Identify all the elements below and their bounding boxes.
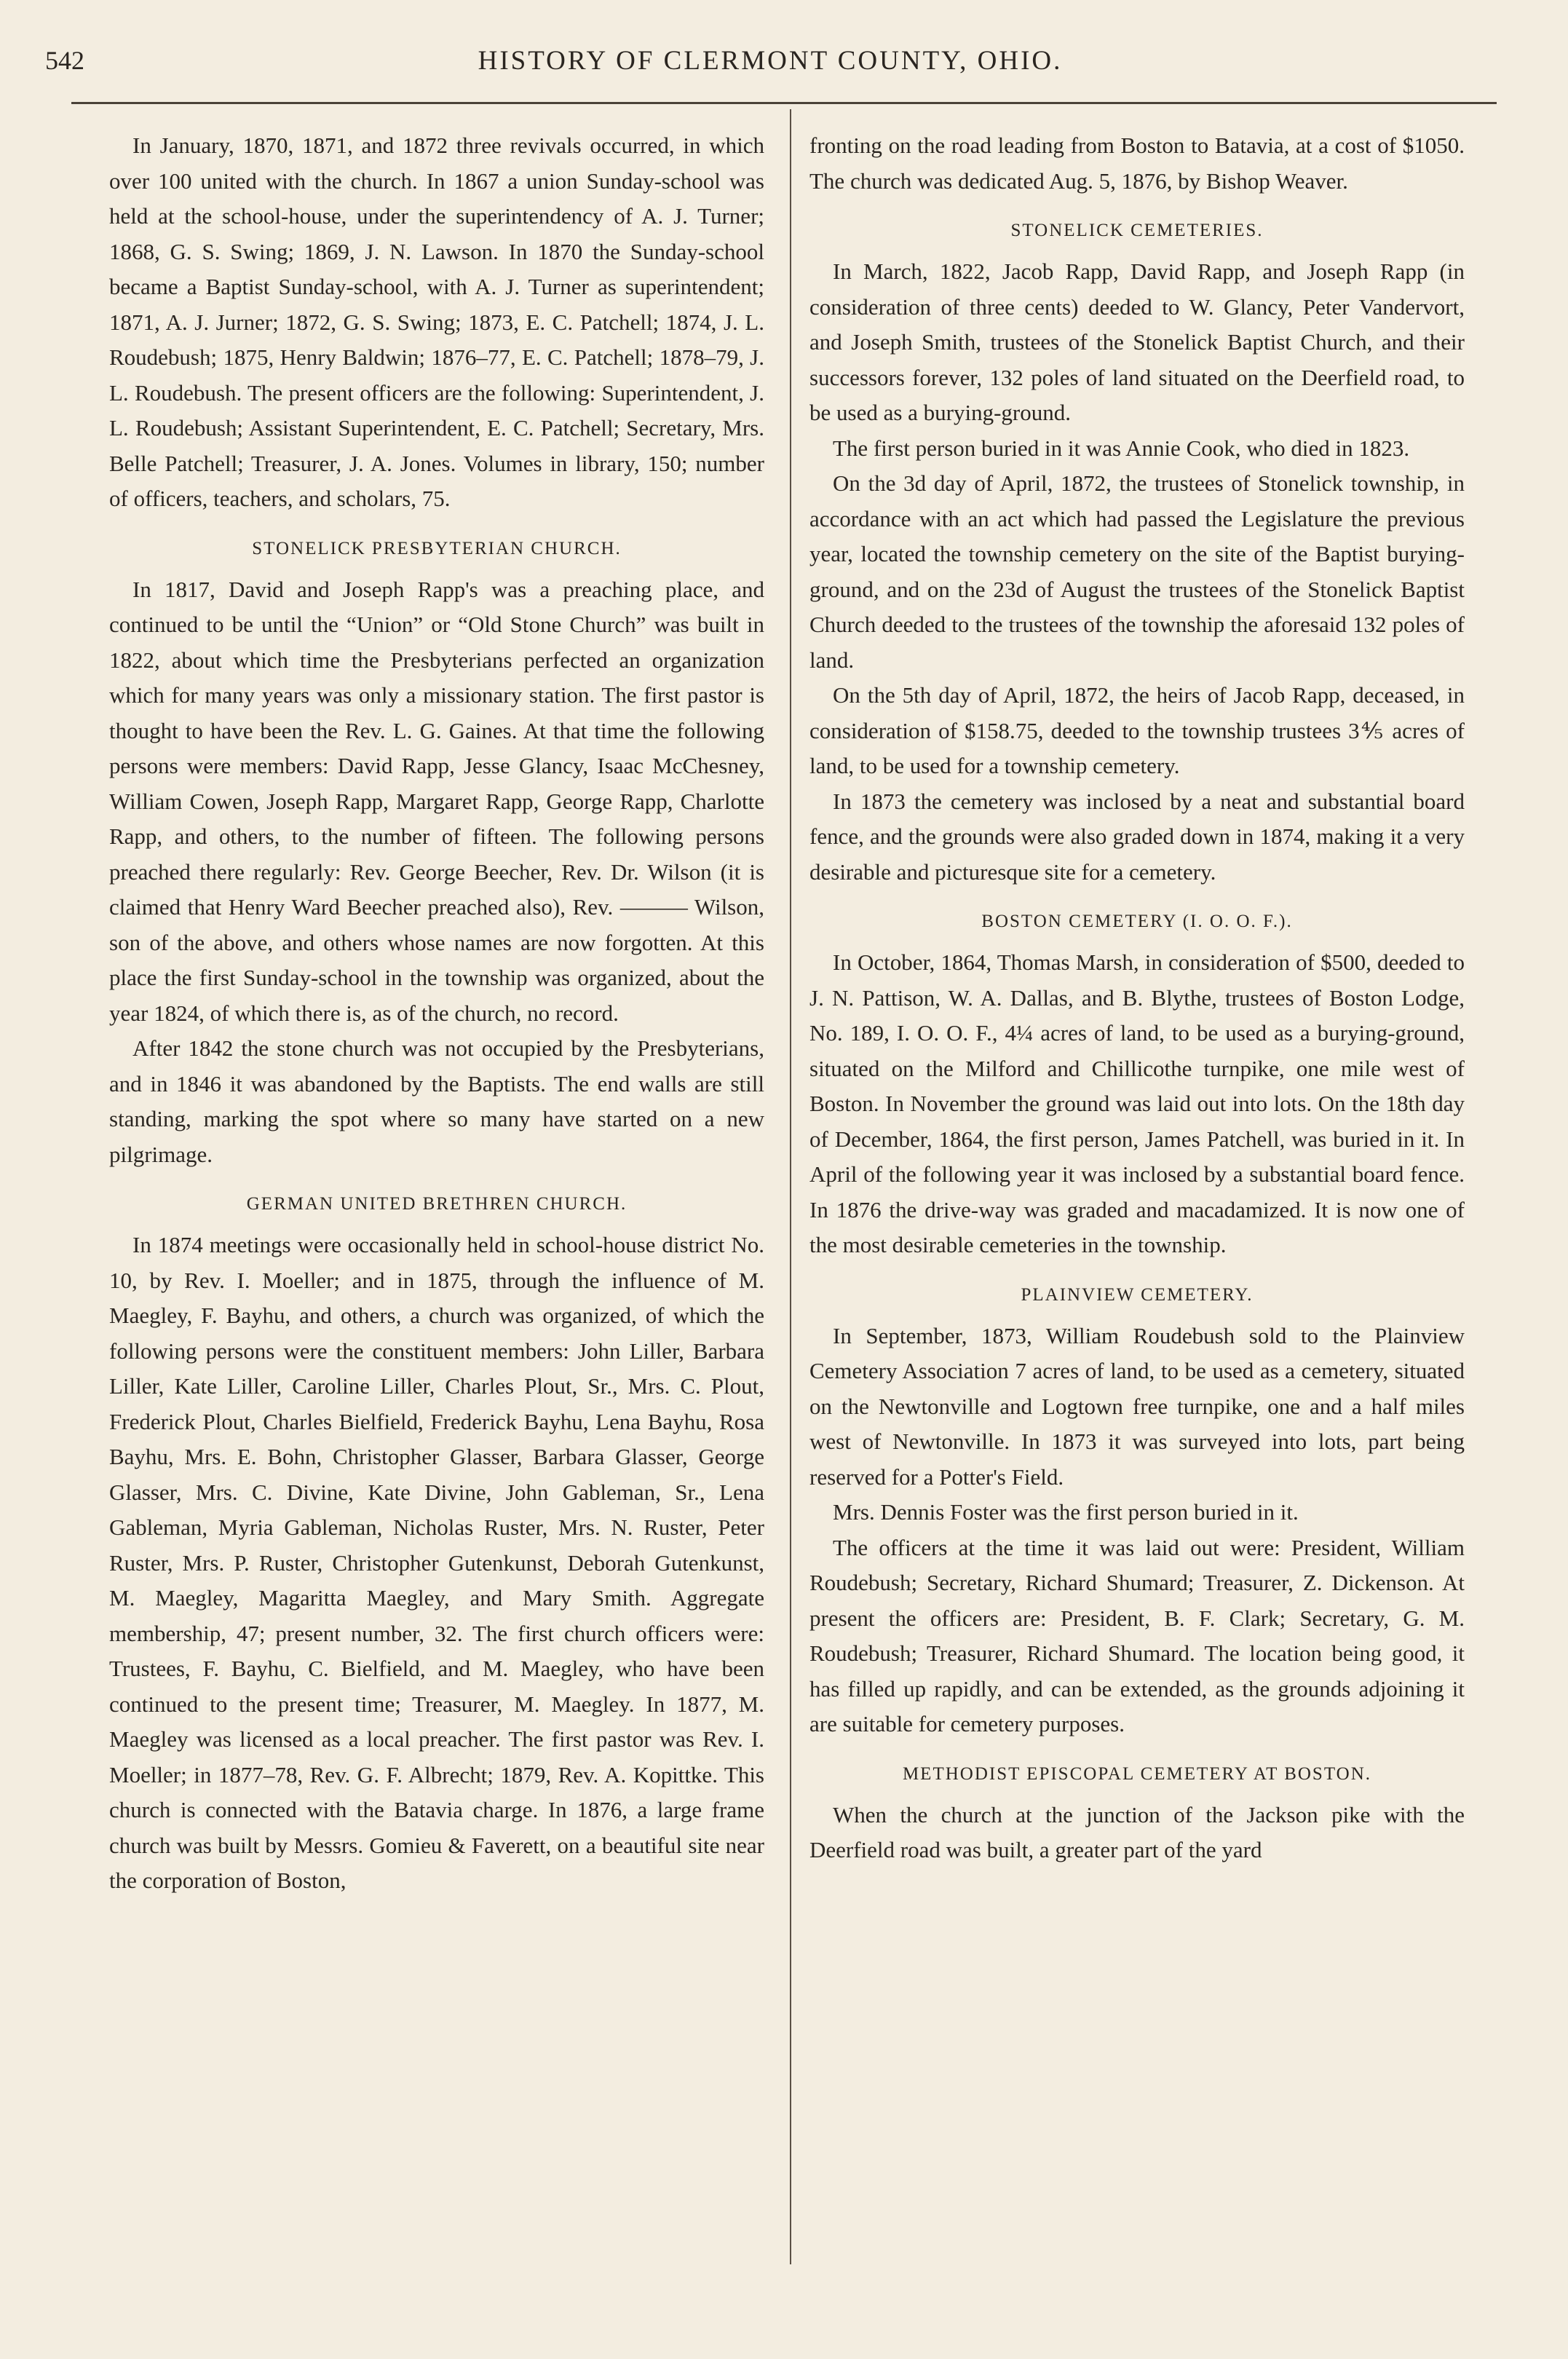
page-number: 542 [45, 46, 84, 75]
column-rule [790, 109, 791, 2264]
running-title: HISTORY OF CLERMONT COUNTY, OHIO. [478, 46, 1063, 76]
paragraph-township-cemetery: On the 3d day of April, 1872, the trustees of Stonelick township, in accordance with an act which had passed the Legislature the previous year, located the township cemetery on the site of the Baptist burying-ground, and on the 23d of August the trustees of the Stonelick Baptist Church deeded to the trustees of the township the aforesaid 132 poles of land. [809, 470, 1465, 673]
heading-plainview-cemetery: PLAINVIEW CEMETERY. [1021, 1284, 1254, 1305]
paragraph-stone-church: After 1842 the stone church was not occupied by the Presbyterians, and in 1846 it was abandoned by the Baptists. The end walls are still standing, marking the spot where so many have started on a new pilgrimage. [109, 1035, 764, 1167]
heading-methodist-cemetery: METHODIST EPISCOPAL CEMETERY AT BOSTON. [902, 1763, 1372, 1784]
paragraph-boston-cemetery: In October, 1864, Thomas Marsh, in consideration of $500, deeded to J. N. Pattison, W. A. Dallas, and B. Blythe, trustees of Boston Lodge, No. 189, I. O. O. F., 4¼ acres of land, to be used as a burying-ground, situated on the Milford and Chillicothe turnpike, one mile west of Boston. In November the ground was laid out into lots. On the 18th day of December, 1864, the first person, James Patchell, was buried in it. In April of the following year it was inclosed by a substantial board fence. In 1876 the drive-way was graded and macadamized. It is now one of the most desirable cemeteries in the township. [809, 949, 1465, 1257]
paragraph-plainview-sale: In September, 1873, William Roudebush sold to the Plainview Cemetery Association 7 acres of land, to be used as a cemetery, situated on the Newtonville and Logtown free turnpike, one and a half miles west of Newtonville. In 1873 it was surveyed into lots, part being reserved for a Potter's Field. [809, 1322, 1465, 1490]
paragraph-heirs-deed: On the 5th day of April, 1872, the heirs of Jacob Rapp, deceased, in consideration of $158.75, deeded to the township trustees 3⅘ acres of land, to be used for a township cemetery. [809, 682, 1465, 778]
heading-stonelick-presbyterian: STONELICK PRESBYTERIAN CHURCH. [252, 538, 622, 558]
paragraph-rapp-deed: In March, 1822, Jacob Rapp, David Rapp, and Joseph Rapp (in consideration of three cents) deeded to W. Glancy, Peter Vandervort, and Joseph Smith, trustees of the Stonelick Baptist Church, and their successors forever, 132 poles of land situated on the Deerfield road, to be used as a burying-ground. [809, 258, 1465, 425]
paragraph-church-continued: fronting on the road leading from Boston to Batavia, at a cost of $1050. The church was dedicated Aug. 5, 1876, by Bishop Weaver. [809, 133, 1465, 194]
heading-boston-cemetery: BOSTON CEMETERY (I. O. O. F.). [981, 912, 1293, 931]
heading-german-united-brethren: GERMAN UNITED BRETHREN CHURCH. [246, 1194, 627, 1214]
paragraph-first-burial: The first person buried in it was Annie Cook, who died in 1823. [833, 435, 1410, 461]
header-rule [71, 102, 1497, 104]
left-column [109, 128, 764, 1899]
paragraph-fence: In 1873 the cemetery was inclosed by a neat and substantial board fence, and the grounds were also graded down in 1874, making it a very desirable and picturesque site for a cemetery. [809, 788, 1465, 885]
paragraph-plainview-officers: The officers at the time it was laid out were: President, William Roudebush; Secretary, Richard Shumard; Treasurer, Z. Dickenson. At present the officers are: President, B. F. Clark; Secretary, G. M. Roudebush; Treasurer, Richard Shumard. The location being good, it has filled up rapidly, and can be extended, as the grounds adjoining it are suitable for cemetery purposes. [809, 1534, 1465, 1736]
paragraph-german-church: In 1874 meetings were occasionally held in school-house district No. 10, by Rev. I. Moeller; and in 1875, through the influence of M. Maegley, F. Bayhu, and others, a church was organized, of which the following persons were the constituent members: John Liller, Barbara Liller, Kate Liller, Caroline Liller, Charles Plout, Sr., Mrs. C. Plout, Frederick Plout, Charles Bielfield, Frederick Bayhu, Lena Bayhu, Rosa Bayhu, Mrs. E. Bohn, Christopher Glasser, Barbara Glasser, George Glasser, Mrs. C. Divine, Kate Divine, John Gableman, Sr., Lena Gableman, Myria Gableman, Nicholas Ruster, Mrs. N. Ruster, Peter Ruster, Mrs. P. Ruster, Christopher Gutenkunst, Deborah Gutenkunst, M. Maegley, Magaritta Maegley, and Mary Smith. Aggregate membership, 47; present number, 32. The first church officers were: Trustees, F. Bayhu, C. Bielfield, and M. Maegley, who have been continued to the present time; Treasurer, M. Maegley. In 1877, M. Maegley was licensed as a local preacher. The first pastor was Rev. I. Moeller; in 1877–78, Rev. G. F. Albrecht; 1879, Rev. A. Kopittke. This church is connected with the Batavia charge. In 1876, a large frame church was built by Messrs. Gomieu & Faverett, on a beautiful site near the corporation of Boston, [109, 1232, 764, 1893]
paragraph-methodist-cemetery: When the church at the junction of the Jackson pike with the Deerfield road was built, a greater part of the yard [809, 1801, 1465, 1862]
right-column [809, 128, 1465, 1868]
heading-stonelick-cemeteries: STONELICK CEMETERIES. [1010, 221, 1264, 240]
paragraph-presbyterian-history: In 1817, David and Joseph Rapp's was a preaching place, and continued to be until the “Union” or “Old Stone Church” was built in 1822, about which time the Presbyterians perfected an organization which for many years was only a missionary station. The first pastor is thought to have been the Rev. L. G. Gaines. At that time the following persons were members: David Rapp, Jesse Glancy, Isaac McChesney, William Cowen, Joseph Rapp, Margaret Rapp, George Rapp, Charlotte Rapp, and others, to the number of fifteen. The following persons preached there regularly: Rev. George Beecher, Rev. Dr. Wilson (it is claimed that Henry Ward Beecher preached also), Rev. ——— Wilson, son of the above, and others whose names are now forgotten. At this place the first Sunday-school in the township was organized, about the year 1824, of which there is, as of the church, no record. [109, 576, 764, 1026]
running-head [45, 45, 1495, 82]
paragraph-sunday-school: In January, 1870, 1871, and 1872 three revivals occurred, in which over 100 united with the church. In 1867 a union Sunday-school was held at the school-house, under the superintendency of A. J. Turner; 1868, G. S. Swing; 1869, J. N. Lawson. In 1870 the Sunday-school became a Baptist Sunday-school, with A. J. Turner as superintendent; 1871, A. J. Jurner; 1872, G. S. Swing; 1873, E. C. Patchell; 1874, J. L. Roudebush; 1875, Henry Baldwin; 1876–77, E. C. Patchell; 1878–79, J. L. Roudebush. The present officers are the following: Superintendent, J. L. Roudebush; Assistant Superintendent, E. C. Patchell; Secretary, Mrs. Belle Patchell; Treasurer, J. A. Jones. Volumes in library, 150; number of officers, teachers, and scholars, 75. [109, 133, 764, 511]
paragraph-plainview-first-burial: Mrs. Dennis Foster was the first person buried in it. [833, 1499, 1299, 1525]
